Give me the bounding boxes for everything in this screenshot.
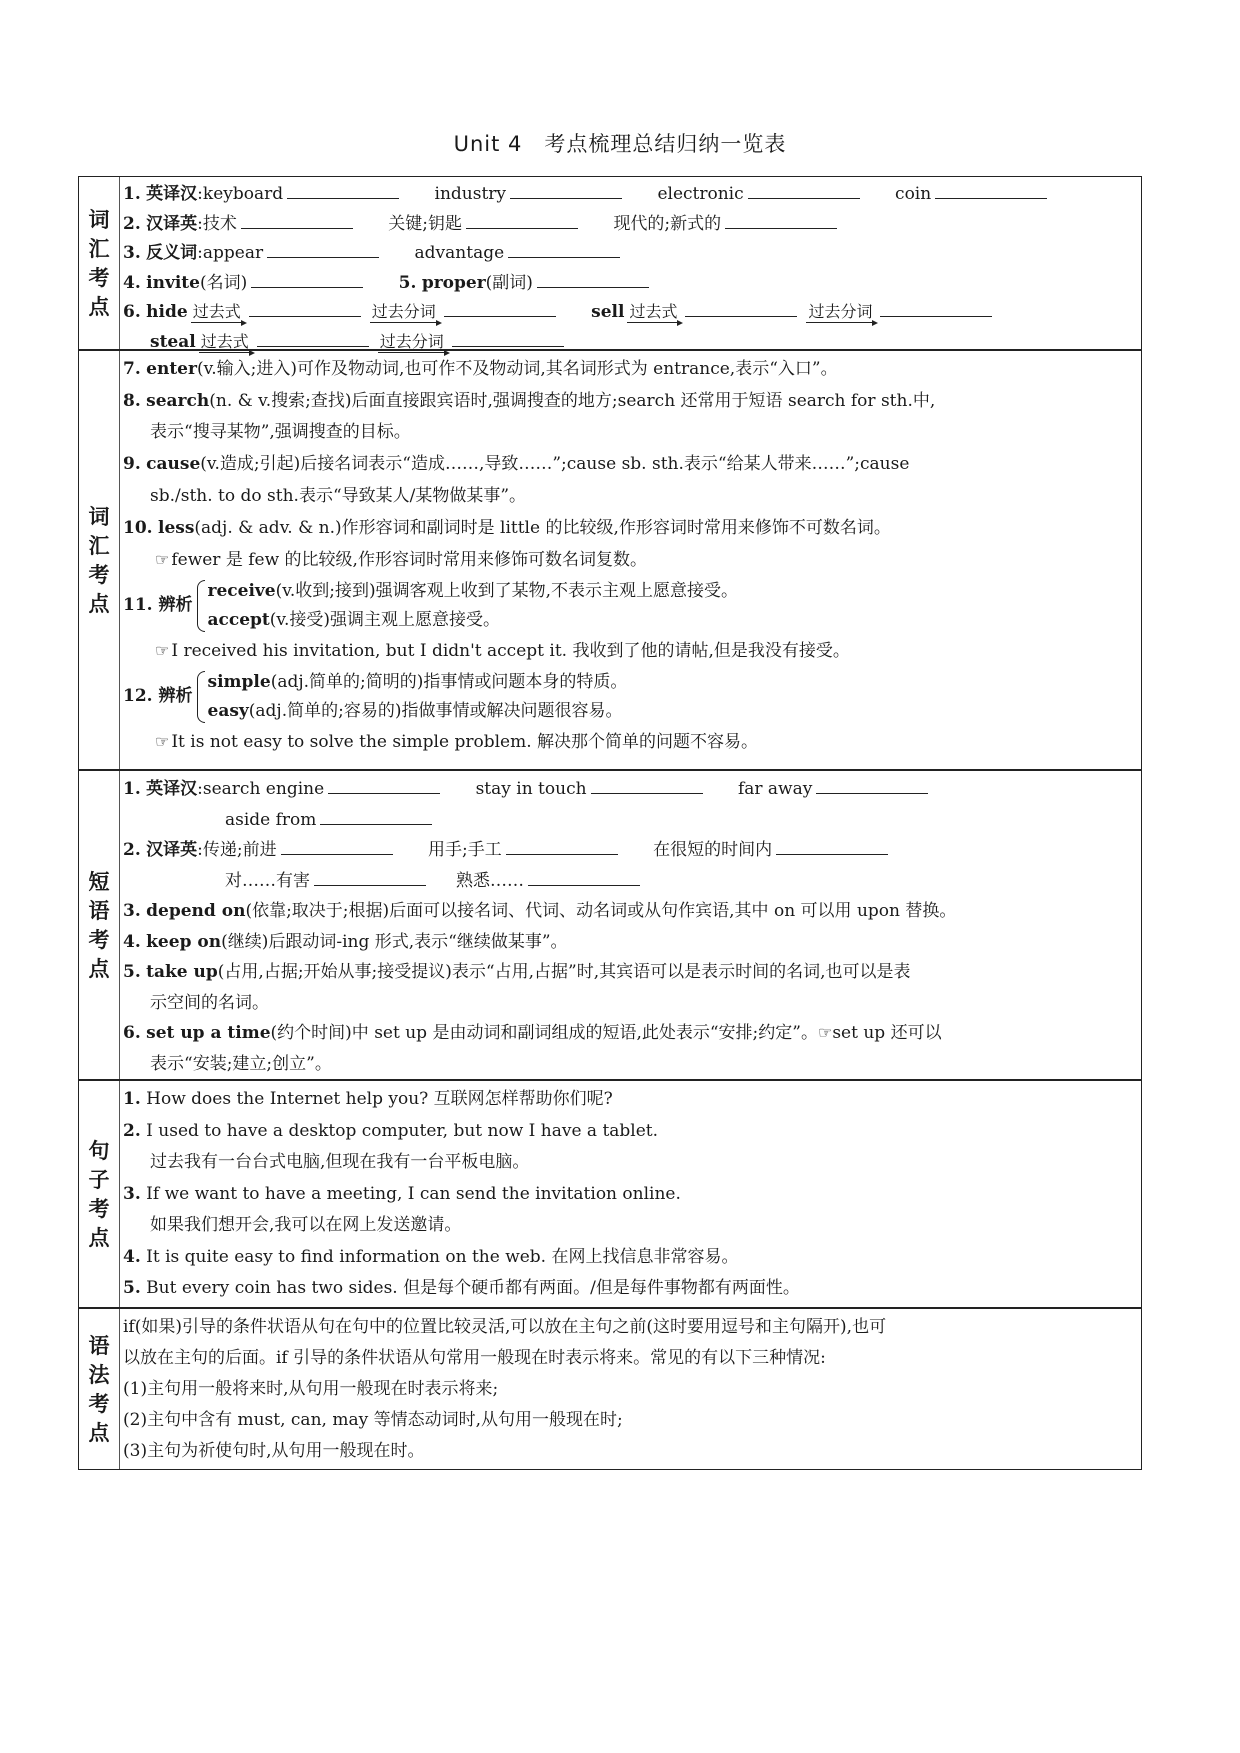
unit-label: Unit 4: [453, 132, 523, 156]
answer-blank[interactable]: [880, 297, 992, 317]
answer-blank[interactable]: [508, 238, 620, 258]
point-11: 11. 辨析 receive(v.收到;接到)强调客观上收到了某物,不表示主观上愿意接受。 accept(v.接受)强调主观上愿意接受。: [123, 580, 738, 630]
point-7: 7. enter(v.输入;进入)可作及物动词,也可作不及物动词,其名词形式为 entrance,表示“入口”。: [123, 359, 838, 379]
exercise-4-5: 4. invite(名词) 5. proper(副词): [123, 268, 1137, 298]
exercise-6: 6. hide 过去式 过去分词 sell 过去式 过去分词: [123, 297, 1137, 327]
pointing-hand-icon: ☞: [155, 640, 170, 660]
answer-blank[interactable]: [281, 835, 393, 855]
pointing-hand-icon: ☞: [817, 1023, 833, 1042]
page-title: [0, 128, 1240, 158]
grammar-case-3: (3)主句为祈使句时,从句用一般现在时。: [123, 1441, 425, 1461]
answer-blank[interactable]: [328, 774, 440, 794]
section-vocab-basic: [78, 176, 1142, 350]
exercise-2: 2. 汉译英:技术 关键;钥匙 现代的;新式的: [123, 209, 1137, 239]
answer-blank[interactable]: [249, 297, 361, 317]
section-grammar: [78, 1308, 1142, 1470]
exercise-1: 1. 英译汉:keyboard industry electronic coin: [123, 179, 1137, 209]
answer-blank[interactable]: [287, 179, 399, 199]
point-4: 4. keep on(继续)后跟动词-ing 形式,表示“继续做某事”。: [123, 931, 568, 952]
section-vocab-points: 词 汇 考 点 7. enter(v.输入;进入)可作及物动词,也可作不及物动词,其名词形式为 entrance,表示“入口”。 8. search(n. & v.搜索;查找)后面直接跟宾语时,强调搜查的地方;search 还常用于短语 search for sth.中, 表示“搜寻某物”,强调搜查的目标。 9. cause(v.造成;引起)后接名词表示“造成……,导致……”;cause sb. sth.表示“给某人带来……”;cause sb./sth. to do sth.表示“导致某人/某物做某事”。 10. less(adj. & adv. & n.)作形容词和副词时是 little 的比较级,作形容词时常用来修饰不可数名词。 ☞ fewer 是 few 的比较级,作形容词时常用来修饰可数名词复数。 11. 辨析 receive(v.收到;接到)强调客观上收到了某物,不表示主观上愿意接受。 accept(v.接受)强调主观上愿意接受。 ☞ I received his invitation, but I didn't accept it. 我收到了他的请帖,但是我没有接受。 12. 辨析 simple(adj.简单的;简明的)指事情或问题本身的特质。 easy(adj.简单的;容易的)指做事情或解决问题很容易。 ☞ It is not easy to solve the simple problem. 解决那个简单的问题不容易。: [78, 350, 1142, 770]
sentence-4: 4. It is quite easy to find information on the web. 在网上找信息非常容易。: [123, 1246, 739, 1267]
answer-blank[interactable]: [314, 866, 426, 886]
point-3: 3. depend on(依靠;取决于;根据)后面可以接名词、代词、动名词或从句作宾语,其中 on 可以用 upon 替换。: [123, 901, 957, 921]
section-sentences: 句 子 考 点 1. How does the Internet help you? 互联网怎样帮助你们呢? 2. I used to have a desktop computer, but now I have a tablet. 过去我有一台台式电脑,但现在我有一台平板电脑。 3. If we want to have a meeting, I can send the invitation online. 如果我们想开会,我可以在网上发送邀请。 4. It is quite easy to find information on the web. 在网上找信息非常容易。 5. But every coin has two sides. 但是每个硬币都有两面。/但是每件事物都有两面性。: [78, 1080, 1142, 1308]
exercise-2: 2. 汉译英:传递;前进 用手;手工 在很短的时间内: [123, 835, 1137, 866]
title-text: 考点梳理总结归纳一览表: [544, 132, 787, 156]
grammar-intro-1: if(如果)引导的条件状语从句在句中的位置比较灵活,可以放在主句之前(这时要用逗号和主句隔开),也可: [123, 1317, 887, 1337]
grammar-case-2: (2)主句中含有 must, can, may 等情态动词时,从句用一般现在时;: [123, 1410, 623, 1430]
answer-blank[interactable]: [251, 268, 363, 288]
exercise-6-steal: steal 过去式 过去分词: [123, 327, 1137, 357]
answer-blank[interactable]: [685, 297, 797, 317]
answer-blank[interactable]: [725, 209, 837, 229]
point-9: 9. cause(v.造成;引起)后接名词表示“造成……,导致……”;cause sb. sth.表示“给某人带来……”;cause: [123, 454, 910, 475]
section-label: 词 汇 考 点: [79, 351, 120, 769]
answer-blank[interactable]: [506, 835, 618, 855]
sentence-5: 5. But every coin has two sides. 但是每个硬币都有两面。/但是每件事物都有两面性。: [123, 1278, 800, 1298]
answer-blank[interactable]: [257, 327, 369, 347]
answer-blank[interactable]: [267, 238, 379, 258]
answer-blank[interactable]: [591, 774, 703, 794]
answer-blank[interactable]: [452, 327, 564, 347]
answer-blank[interactable]: [241, 209, 353, 229]
answer-blank[interactable]: [748, 179, 860, 199]
answer-blank[interactable]: [816, 774, 928, 794]
point-5: 5. take up(占用,占据;开始从事;接受提议)表示“占用,占据”时,其宾语可以是表示时间的名词,也可以是表: [123, 962, 911, 982]
section-phrases: 短 语 考 点 1. 英译汉:search engine stay in touch far away aside from 2. 汉译英:传递;前进 用手;手工 在很短的时间内 对……有害 熟悉…… 3. depend on(依靠;取决于;根据)后面可以接名词、代词、动名词或从句作宾语,其中 on 可以用 upon 替换。 4. keep on(继续)后跟动词-ing 形式,表示“继续做某事”。 5. take up(占用,占据;开始从事;接受提议)表示“占用,占据”时,其宾语可以是表示时间的名词,也可以是表 示空间的名词。 6. set up a time(约个时间)中 set up 是由动词和副词组成的短语,此处表示“安排;约定”。☞set up 还可以 表示“安装;建立;创立”。: [78, 770, 1142, 1080]
answer-blank[interactable]: [528, 866, 640, 886]
point-6: 6. set up a time(约个时间)中 set up 是由动词和副词组成的短语,此处表示“安排;约定”。☞set up 还可以: [123, 1023, 942, 1043]
pointing-hand-icon: ☞: [155, 731, 170, 751]
point-11-tip: ☞ I received his invitation, but I didn't accept it. 我收到了他的请帖,但是我没有接受。: [123, 635, 1137, 668]
point-10: 10. less(adj. & adv. & n.)作形容词和副词时是 little 的比较级,作形容词时常用来修饰不可数名词。: [123, 517, 891, 538]
sentence-1: 1. How does the Internet help you? 互联网怎样帮助你们呢?: [123, 1089, 613, 1109]
answer-blank[interactable]: [776, 835, 888, 855]
point-8: 8. search(n. & v.搜索;查找)后面直接跟宾语时,强调搜查的地方;search 还常用于短语 search for sth.中,: [123, 390, 936, 411]
brace-icon: [197, 580, 205, 632]
answer-blank[interactable]: [510, 179, 622, 199]
point-10-tip: ☞ fewer 是 few 的比较级,作形容词时常用来修饰可数名词复数。: [123, 544, 1137, 577]
answer-blank[interactable]: [935, 179, 1047, 199]
brace-icon: [197, 671, 205, 723]
sentence-2: 2. I used to have a desktop computer, but now I have a tablet.: [123, 1120, 659, 1141]
answer-blank[interactable]: [320, 805, 432, 825]
sentence-3: 3. If we want to have a meeting, I can send the invitation online.: [123, 1183, 681, 1204]
exercise-1: 1. 英译汉:search engine stay in touch far away: [123, 774, 1137, 805]
section-label: 短 语 考 点: [79, 771, 120, 1079]
exercise-3: 3. 反义词:appear advantage: [123, 238, 1137, 268]
answer-blank[interactable]: [537, 268, 649, 288]
section-label: 语 法 考 点: [79, 1309, 120, 1469]
section-label: 词 汇 考 点: [79, 177, 120, 349]
grammar-case-1: (1)主句用一般将来时,从句用一般现在时表示将来;: [123, 1379, 499, 1399]
section-label: 句 子 考 点: [79, 1081, 120, 1307]
point-12: 12. 辨析 simple(adj.简单的;简明的)指事情或问题本身的特质。 easy(adj.简单的;容易的)指做事情或解决问题很容易。: [123, 671, 628, 721]
grammar-intro-2: 以放在主句的后面。if 引导的条件状语从句常用一般现在时表示将来。常见的有以下三种情况:: [123, 1348, 826, 1368]
pointing-hand-icon: ☞: [155, 550, 170, 570]
answer-blank[interactable]: [444, 297, 556, 317]
answer-blank[interactable]: [466, 209, 578, 229]
point-12-tip: ☞ It is not easy to solve the simple problem. 解决那个简单的问题不容易。: [123, 726, 1137, 759]
